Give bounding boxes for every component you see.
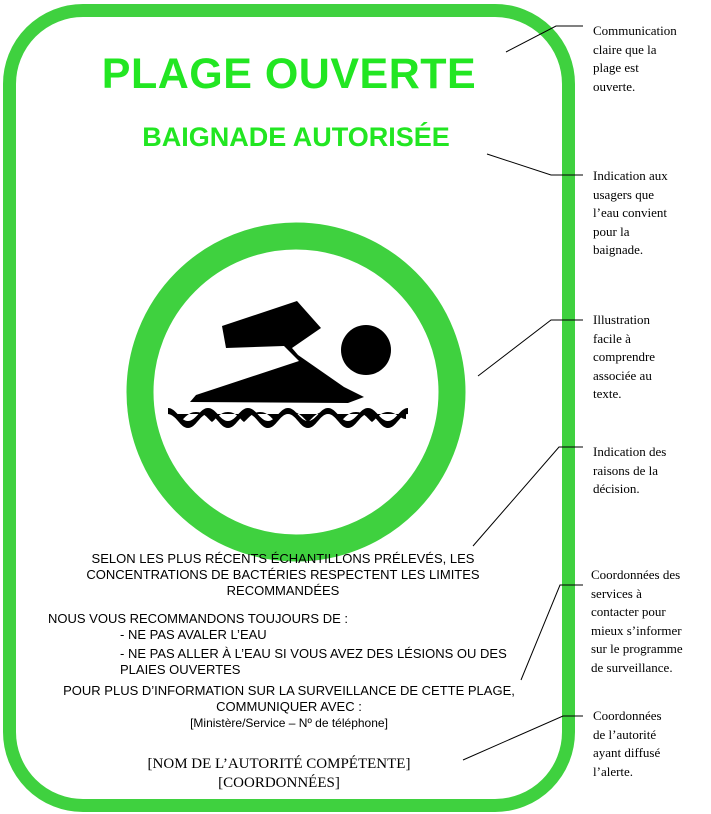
- advice-item-continued: PLAIES OUVERTES: [120, 662, 241, 677]
- annotation-reasons: [593, 443, 705, 499]
- annotation-line: mieux s’informer: [591, 622, 682, 638]
- annotation-line: claire que la: [593, 41, 657, 57]
- annotation-authority: [593, 707, 705, 781]
- annotation-line: comprendre: [593, 349, 656, 364]
- annotation-line: décision.: [593, 481, 640, 496]
- authority-name: [NOM DE L’AUTORITÉ COMPÉTENTE]: [147, 756, 411, 772]
- annotation-line: Indication aux: [593, 168, 668, 183]
- annotation-line: usagers que: [593, 186, 655, 202]
- sign-subtitle: BAIGNADE AUTORISÉE: [142, 122, 450, 152]
- annotation-title: [593, 22, 705, 96]
- annotation-line: ayant diffusé: [593, 745, 661, 760]
- leader-line: [473, 447, 583, 546]
- leader-line: [463, 716, 583, 760]
- annotation-line: pour la: [593, 223, 630, 239]
- annotation-line: de l’autorité: [593, 726, 657, 742]
- leader-line: [506, 26, 583, 52]
- annotation-subtitle: [593, 167, 705, 260]
- annotation-services: [591, 566, 707, 677]
- reason-line: RECOMMANDÉES: [226, 583, 340, 598]
- info-line: COMMUNIQUER AVEC :: [216, 699, 362, 714]
- annotation-line: contacter pour: [591, 604, 666, 619]
- annotation-line: l’eau convient: [593, 205, 667, 220]
- leader-line: [521, 585, 583, 680]
- advice-intro: NOUS VOUS RECOMMANDONS TOUJOURS DE :: [48, 611, 348, 626]
- annotation-line: services à: [591, 585, 642, 601]
- annotation-line: plage est: [593, 60, 639, 75]
- annotation-line: ouverte.: [593, 78, 636, 94]
- leader-line: [478, 320, 583, 376]
- reason-line: CONCENTRATIONS DE BACTÉRIES RESPECTENT LES LIMITES: [86, 567, 480, 582]
- annotation-line: baignade.: [593, 242, 644, 257]
- annotation-line: l’alerte.: [593, 763, 634, 779]
- authority-contact: [COORDONNÉES]: [218, 775, 340, 791]
- annotation-line: raisons de la: [593, 462, 658, 478]
- annotation-illustration: [593, 311, 705, 404]
- annotation-line: facile à: [593, 330, 631, 346]
- reason-line: SELON LES PLUS RÉCENTS ÉCHANTILLONS PRÉLEVÉS, LES: [91, 551, 475, 566]
- annotation-line: de surveillance.: [591, 659, 673, 675]
- annotation-line: texte.: [593, 386, 622, 401]
- advice-item: - NE PAS AVALER L’EAU: [120, 627, 267, 642]
- leader-line: [487, 154, 583, 175]
- contact-placeholder: [Ministère/Service – Nº de téléphone]: [190, 716, 388, 730]
- advice-item: - NE PAS ALLER À L’EAU SI VOUS AVEZ DES LÉSIONS OU DES: [120, 646, 507, 661]
- annotation-line: sur le programme: [591, 641, 683, 656]
- annotation-line: Coordonnées des: [591, 567, 681, 582]
- annotation-line: Indication des: [593, 444, 667, 459]
- annotation-line: Illustration: [593, 312, 651, 327]
- info-line: POUR PLUS D’INFORMATION SUR LA SURVEILLANCE DE CETTE PLAGE,: [63, 683, 515, 698]
- sign-title: PLAGE OUVERTE: [101, 50, 477, 98]
- annotation-line: Communication: [593, 23, 677, 38]
- annotation-line: Coordonnées: [593, 708, 662, 723]
- annotation-line: associée au: [593, 367, 652, 383]
